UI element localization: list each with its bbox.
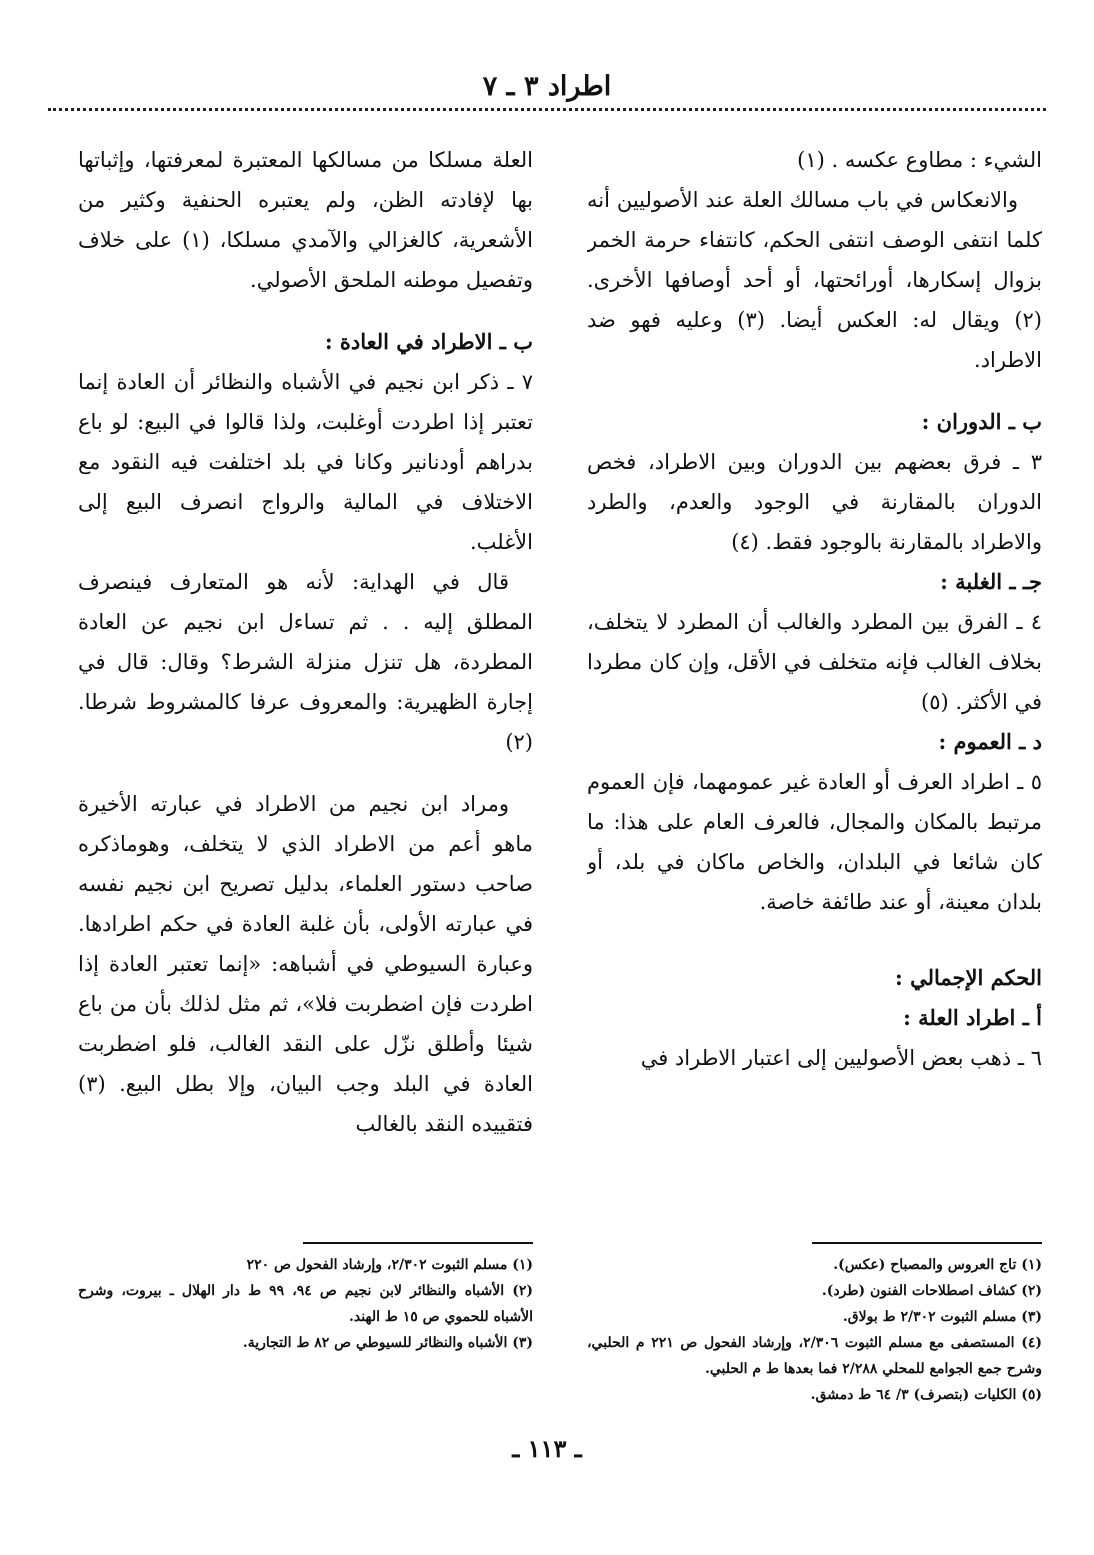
left-footnotes xyxy=(78,1252,533,1356)
paragraph: ٥ ـ اطراد العرف أو العادة غير عمومهما، فإن العموم مرتبط بالمكان والمجال، فالعرف العام على هذا: ما كان شائعا في البلدان، والخاص ماكان في بلد، أو بلدان معينة، أو عند طائفة خاصة. xyxy=(587,770,1042,914)
right-column xyxy=(587,140,1042,1408)
paragraph: ومراد ابن نجيم من الاطراد في عبارته الأخيرة ماهو أعم من الاطراد الذي لا يتخلف، وهوماذكره صاحب دستور العلماء، بدليل تصريح ابن نجيم نفسه في عبارته الأولى، بأن غلبة العادة في حكم اطرادها. وعبارة السيوطي في أشباهه: «إنما تعتبر العادة إذا اطردت فإن اضطربت فلا»، ثم مثل لذلك بأن من باع شيئا وأطلق نزّل على النقد الغالب، فلو اضطربت العادة في البلد وجب البيان، وإلا بطل البيع. (٣) فتقييده النقد بالغالب xyxy=(78,792,533,1136)
section-heading: أ ـ اطراد العلة : xyxy=(903,1005,1042,1030)
footnote: (٢) كشاف اصطلاحات الفنون (طرد). xyxy=(821,1283,1042,1299)
section-heading: الحكم الإجمالي : xyxy=(895,965,1042,990)
section-heading: ب ـ الاطراد في العادة : xyxy=(324,329,533,354)
footnote: (٣) الأشباه والنظائر للسيوطي ص ٨٢ ط التجارية. xyxy=(242,1335,533,1351)
section-heading: د ـ العموم : xyxy=(938,729,1042,754)
section-heading: ب ـ الدوران : xyxy=(921,409,1042,434)
paragraph: ٤ ـ الفرق بين المطرد والغالب أن المطرد لا يتخلف، بخلاف الغالب فإنه متخلف في الأقل، وإن كان مطردا في الأكثر. (٥) xyxy=(587,610,1042,714)
paragraph: الشيء : مطاوع عكسه . (١) xyxy=(797,148,1042,172)
paragraph: ٧ ـ ذكر ابن نجيم في الأشباه والنظائر أن العادة إنما تعتبر إذا اطردت أوغلبت، ولذا قالوا في البيع: لو باع بدراهم أودنانير وكانا في بلد اختلفت فيه النقود مع الاختلاف في المالية والرواج انصرف البيع إلى الأغلب. xyxy=(78,370,533,554)
paragraph: قال في الهداية: لأنه هو المتعارف فينصرف المطلق إليه . . ثم تساءل ابن نجيم عن العادة المطردة، هل تنزل منزلة الشرط؟ وقال: قال في إجارة الظهيرية: والمعروف عرفا كالمشروط شرطا. (٢) xyxy=(78,570,533,754)
paragraph: العلة مسلكا من مسالكها المعتبرة لمعرفتها، وإثباتها بها لإفادته الظن، ولم يعتبره الحنفية وكثير من الأشعرية، كالغزالي والآمدي مسلكا، (١) على خلاف وتفصيل موطنه الملحق الأصولي. xyxy=(78,148,533,292)
header-dotted-rule xyxy=(48,108,1046,111)
footnote: (٣) مسلم الثبوت ٢/٣٠٢ ط بولاق. xyxy=(842,1309,1042,1325)
paragraph: ٣ ـ فرق بعضهم بين الدوران وبين الاطراد، فخص الدوران بالمقارنة في الوجود والعدم، والطرد والاطراد بالمقارنة بالوجود فقط. (٤) xyxy=(587,450,1042,554)
page-number: ـ ١١٣ ـ xyxy=(512,1434,582,1463)
footnote: (١) تاج العروس والمصباح (عكس). xyxy=(833,1257,1042,1273)
footnote-rule xyxy=(303,1242,533,1244)
footnote: (١) مسلم الثبوت ٢/٣٠٢، وإرشاد الفحول ص ٢٢٠ xyxy=(246,1257,533,1273)
page-header-title: اطراد ٣ ـ ٧ xyxy=(482,71,612,102)
paragraph: والانعكاس في باب مسالك العلة عند الأصوليين أنه كلما انتفى الوصف انتفى الحكم، كانتفاء حرمة الخمر بزوال إسكارها، أورائحتها، أو أحد أوصافها الأخرى. (٢) ويقال له: العكس أيضا. (٣) وعليه فهو ضد الاطراد. xyxy=(587,188,1042,372)
left-column-body xyxy=(78,140,533,1242)
right-column-body xyxy=(587,140,1042,1242)
right-footnotes xyxy=(587,1252,1042,1408)
paragraph: ٦ ـ ذهب بعض الأصوليين إلى اعتبار الاطراد في xyxy=(640,1046,1042,1070)
footnote: (٤) المستصفى مع مسلم الثبوت ٢/٣٠٦، وإرشاد الفحول ص ٢٢١ م الحلبي، وشرح جمع الجوامع للمحلي ٢/٢٨٨ فما بعدها ط م الحلبي. xyxy=(587,1335,1042,1377)
section-heading: جـ ـ الغلبة : xyxy=(940,569,1042,594)
footnote: (٢) الأشباه والنظائر لابن نجيم ص ٩٤، ٩٩ ط دار الهلال ـ بيروت، وشرح الأشباه للحموي ص ١٥ ط الهند. xyxy=(78,1283,533,1325)
footnote-rule xyxy=(812,1242,1042,1244)
left-column xyxy=(78,140,533,1356)
footnote: (٥) الكليات (بتصرف) ٣/ ٦٤ ط دمشق. xyxy=(810,1387,1042,1403)
